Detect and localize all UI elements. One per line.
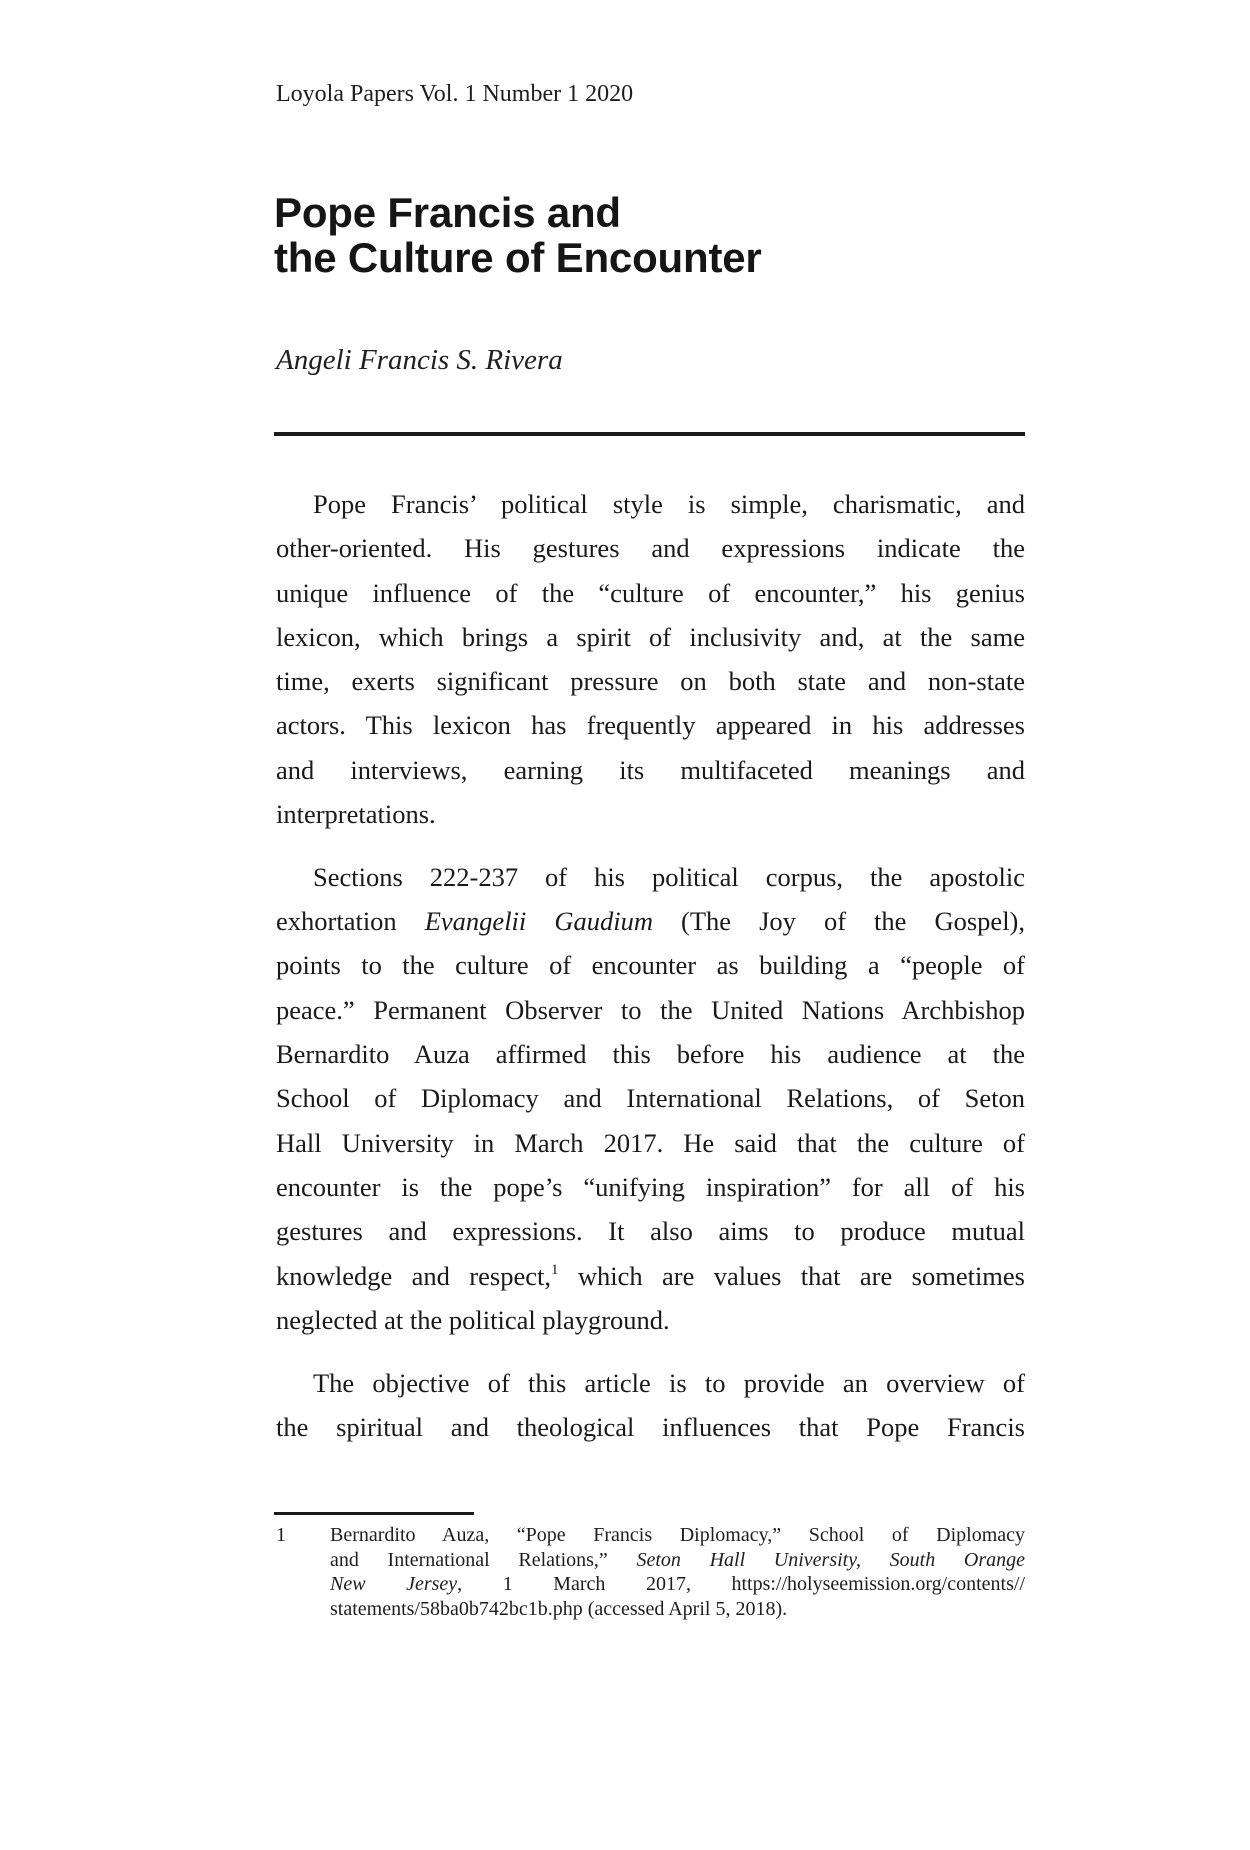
body-line: neglected at the political playground.: [276, 1304, 670, 1335]
body-line: interpretations.: [276, 799, 436, 830]
footnote-1: [276, 1523, 1025, 1621]
body-line: encounter is the pope’s “unifying inspiration” for all of his: [276, 1171, 1025, 1202]
paragraph-1: [276, 482, 1025, 836]
body-text-run: which are values that are sometimes: [558, 1260, 1025, 1291]
footnote-line: [330, 1548, 1025, 1573]
body-line: unique influence of the “culture of encounter,” his genius: [276, 577, 1025, 608]
book-title-evangelii-gaudium: Evangelii Gaudium: [424, 906, 653, 937]
body-line: the spiritual and theological influences that Pope Francis: [276, 1411, 1025, 1442]
body-line: actors. This lexicon has frequently appeared in his addresses: [276, 710, 1025, 741]
body-line: other-oriented. His gestures and expressions indicate the: [276, 533, 1025, 564]
footnote-line: Bernardito Auza, “Pope Francis Diplomacy,” School of Diplomacy: [330, 1524, 1025, 1546]
footnote-text: [330, 1523, 1025, 1621]
footnote-divider: [274, 1512, 474, 1515]
body-line: Bernardito Auza affirmed this before his audience at the: [276, 1039, 1025, 1070]
body-line: and interviews, earning its multifaceted meanings and: [276, 754, 1025, 785]
body-line: lexicon, which brings a spirit of inclusivity and, at the same: [276, 621, 1025, 652]
footnote-text-run: and International Relations,”: [330, 1548, 637, 1571]
body-line: time, exerts significant pressure on both state and non-state: [276, 666, 1025, 697]
paragraph-3: [276, 1361, 1025, 1450]
body-line: points to the culture of encounter as building a “people of: [276, 950, 1025, 981]
footnote-reference-1[interactable]: 1: [550, 1261, 559, 1278]
title-line-1: Pope Francis and: [274, 189, 621, 236]
body-text-run: exhortation: [276, 906, 425, 937]
body-line: School of Diplomacy and International Relations, of Seton: [276, 1083, 1025, 1114]
article-title: [274, 190, 762, 280]
author-name: Angeli Francis S. Rivera: [276, 344, 563, 376]
title-line-2: the Culture of Encounter: [274, 234, 762, 281]
body-text-run: (The Joy of the Gospel),: [652, 906, 1026, 937]
body-line: peace.” Permanent Observer to the United Nations Archbishop: [276, 994, 1025, 1025]
footnote-number: 1: [276, 1524, 286, 1546]
body-text-run: knowledge and respect,: [276, 1260, 551, 1291]
title-divider: [274, 432, 1025, 436]
body-line: The objective of this article is to provide an overview of: [313, 1367, 1025, 1398]
running-head: Loyola Papers Vol. 1 Number 1 2020: [276, 81, 634, 107]
body-line: Pope Francis’ political style is simple, charismatic, and: [313, 489, 1025, 519]
footnote-line: statements/58ba0b742bc1b.php (accessed April 5, 2018).: [330, 1597, 788, 1620]
body-line: gestures and expressions. It also aims to produce mutual: [276, 1216, 1025, 1247]
body-line: Hall University in March 2017. He said that the culture of: [276, 1127, 1025, 1158]
article-body: [276, 482, 1025, 1449]
body-line: [276, 899, 1025, 943]
body-line: [276, 1254, 1025, 1298]
paragraph-2: [276, 855, 1025, 1342]
body-line: Sections 222-237 of his political corpus, the apostolic: [313, 861, 1025, 892]
footnote-source-italic: New Jersey: [330, 1573, 458, 1595]
footnote-url-run[interactable]: , 1 March 2017, https://holyseemission.org/contents//: [457, 1573, 1025, 1595]
footnote-line: [330, 1572, 1025, 1597]
footnote-source-italic: Seton Hall University, South Orange: [636, 1548, 1026, 1571]
